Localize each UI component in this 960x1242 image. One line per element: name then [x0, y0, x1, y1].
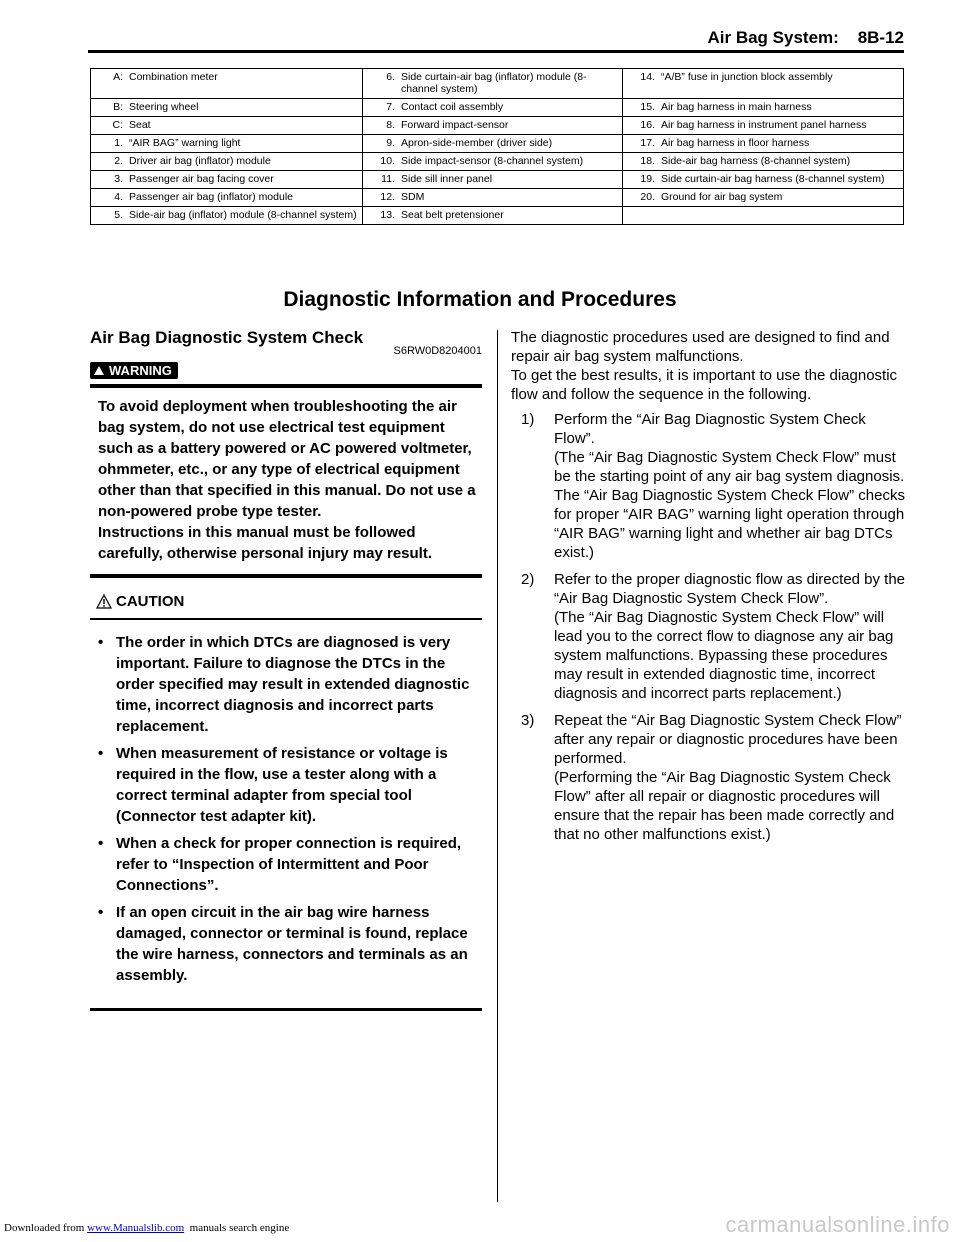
legend-key: 14. [640, 71, 655, 83]
bullet-icon: • [98, 745, 104, 762]
legend-key: 3. [114, 173, 123, 185]
legend-value: SDM [401, 191, 425, 203]
legend-table [90, 68, 904, 225]
footer-prefix: Downloaded from [4, 1222, 88, 1234]
legend-key: 19. [640, 173, 655, 185]
legend-row [91, 69, 904, 99]
legend-cell [91, 69, 363, 99]
procedure-step [511, 711, 906, 844]
step-text: Repeat the “Air Bag Diagnostic System Check Flow” after any repair or diagnostic procedures have been performed. (Performing the “Air Bag Diagnostic System Check Flow” after all repair or diagnostic procedures will ensure that the repair has been made correctly and that no other malfunctions exist.) [554, 712, 902, 843]
legend-key: 7. [386, 101, 395, 113]
step-number: 3) [521, 712, 535, 729]
legend-cell [363, 189, 623, 207]
legend-value: Steering wheel [129, 101, 199, 113]
legend-key: 8. [386, 119, 395, 131]
intro-paragraph-1: The diagnostic procedures used are designed to find and repair air bag system malfunctions. [511, 329, 890, 365]
legend-cell [623, 171, 904, 189]
legend-key: A: [113, 71, 123, 83]
legend-key: C: [112, 119, 123, 131]
legend-value: “A/B” fuse in junction block assembly [661, 71, 833, 83]
subsection-heading [90, 328, 482, 362]
legend-cell [363, 153, 623, 171]
legend-value: Seat belt pretensioner [401, 209, 504, 221]
procedure-step [511, 570, 906, 703]
procedure-step [511, 410, 906, 562]
legend-cell [363, 99, 623, 117]
caution-triangle-icon [96, 594, 112, 609]
caution-item [98, 743, 482, 827]
legend-cell [363, 135, 623, 153]
legend-key: 13. [380, 209, 395, 221]
warning-text: To avoid deployment when troubleshooting the air bag system, do not use electrical test equipment such as a battery powered or AC powered voltmeter, ohmmeter, etc., or any type of electrical equipment other than that specified in this manual. Do not use a non-powered probe type tester. Instructions in this manual must be followed carefully, otherwise personal injury may result. [98, 398, 476, 562]
section-title: Diagnostic Information and Procedures [283, 288, 677, 311]
warning-box [90, 362, 482, 578]
legend-cell [623, 117, 904, 135]
legend-key: 2. [114, 155, 123, 167]
legend-cell [623, 69, 904, 99]
subsection-title: Air Bag Diagnostic System Check [90, 328, 364, 347]
caution-item-text: When measurement of resistance or voltage is required in the flow, use a tester along with a correct terminal adapter from special tool (Connector test adapter kit). [116, 745, 448, 825]
legend-value: Side curtain-air bag (inflator) module (8-channel system) [401, 71, 587, 95]
legend-value: Side-air bag harness (8-channel system) [661, 155, 851, 167]
step-number: 2) [521, 571, 535, 588]
document-code: S6RW0D8204001 [393, 345, 482, 357]
legend-cell [623, 189, 904, 207]
legend-cell [363, 171, 623, 189]
legend-row [91, 171, 904, 189]
legend-key: 18. [640, 155, 655, 167]
page-header-title: Air Bag System: 8B-12 [707, 28, 904, 47]
caution-bottom-rule [90, 1008, 482, 1011]
legend-key: 20. [640, 191, 655, 203]
legend-key: 10. [380, 155, 395, 167]
legend-key: 17. [640, 137, 655, 149]
legend-value: Contact coil assembly [401, 101, 504, 113]
watermark: carmanualsonline.info [725, 1212, 950, 1237]
legend-cell [363, 69, 623, 99]
caution-item-text: The order in which DTCs are diagnosed is very important. Failure to diagnose the DTCs in the order specified may result in extended diagnostic time, incorrect diagnosis and incorrect parts replacement. [116, 634, 470, 735]
legend-row [91, 153, 904, 171]
legend-value: Air bag harness in floor harness [661, 137, 810, 149]
bullet-icon: • [98, 904, 104, 921]
caution-label: CAUTION [116, 592, 185, 610]
legend-cell [363, 117, 623, 135]
legend-key: 1. [114, 137, 123, 149]
legend-key: 11. [381, 173, 395, 185]
legend-value: Side impact-sensor (8-channel system) [401, 155, 584, 167]
legend-value: Forward impact-sensor [401, 119, 509, 131]
legend-cell [363, 207, 623, 225]
bullet-icon: • [98, 835, 104, 852]
right-column [511, 328, 906, 852]
legend-value: Seat [129, 119, 151, 131]
step-text: Perform the “Air Bag Diagnostic System Check Flow”. (The “Air Bag Diagnostic System Check Flow” must be the starting point of any air bag system diagnosis. The “Air Bag Diagnostic System Check Flow” checks for proper “AIR BAG” warning light operation through “AIR BAG” warning light and whether air bag DTCs exist.) [554, 411, 905, 561]
warning-label: WARNING [109, 363, 172, 378]
warning-triangle-icon [94, 366, 104, 375]
legend-value: “AIR BAG” warning light [129, 137, 241, 149]
caution-list [90, 620, 482, 1002]
column-divider [497, 330, 498, 1202]
legend-cell [91, 207, 363, 225]
legend-key: 4. [114, 191, 123, 203]
legend-cell [91, 117, 363, 135]
legend-row [91, 99, 904, 117]
legend-key: 6. [386, 71, 395, 83]
legend-cell [623, 207, 904, 225]
warning-bottom-rule [90, 574, 482, 578]
legend-value: Driver air bag (inflator) module [129, 155, 271, 167]
legend-value: Apron-side-member (driver side) [401, 137, 553, 149]
legend-key: B: [113, 101, 123, 113]
warning-badge [90, 362, 178, 379]
caution-heading [90, 590, 482, 612]
legend-key: 12. [380, 191, 395, 203]
legend-key: 5. [114, 209, 123, 221]
legend-value: Side-air bag (inflator) module (8-channel system) [129, 209, 357, 221]
legend-value: Side sill inner panel [401, 173, 493, 185]
legend-cell [91, 135, 363, 153]
legend-key: 15. [640, 101, 655, 113]
legend-key: 16. [640, 119, 655, 131]
footer [4, 1222, 289, 1234]
procedure-steps [511, 410, 906, 844]
legend-value: Passenger air bag (inflator) module [129, 191, 294, 203]
footer-link[interactable]: www.Manualslib.com [87, 1222, 185, 1234]
intro-paragraph-2: To get the best results, it is important to use the diagnostic flow and follow the sequence in the following. [511, 367, 898, 403]
legend-cell [91, 99, 363, 117]
legend-value: Ground for air bag system [661, 191, 783, 203]
caution-item [98, 632, 482, 737]
legend-value: Air bag harness in instrument panel harness [661, 119, 867, 131]
step-text: Refer to the proper diagnostic flow as directed by the “Air Bag Diagnostic System Check Flow”. (The “Air Bag Diagnostic System Check Flow” will lead you to the correct flow to diagnose any air bag system malfunctions. Bypassing these procedures may result in extended diagnostic time, incorrect diagnosis and incorrect parts replacement.) [554, 571, 906, 702]
step-number: 1) [521, 411, 535, 428]
legend-cell [623, 135, 904, 153]
legend-value: Combination meter [129, 71, 218, 83]
caution-box [90, 590, 482, 1011]
legend-row [91, 117, 904, 135]
header-rule [88, 50, 904, 53]
legend-cell [91, 171, 363, 189]
legend-row [91, 189, 904, 207]
legend-value: Side curtain-air bag harness (8-channel system) [661, 173, 885, 185]
legend-cell [91, 153, 363, 171]
legend-key: 9. [386, 137, 395, 149]
left-column [90, 328, 482, 1011]
legend-cell [623, 153, 904, 171]
legend-row [91, 135, 904, 153]
caution-item-text: If an open circuit in the air bag wire harness damaged, connector or terminal is found, replace the wire harness, connectors and terminals as an assembly. [116, 904, 468, 984]
bullet-icon: • [98, 634, 104, 651]
caution-item-text: When a check for proper connection is required, refer to “Inspection of Intermittent and Poor Connections”. [116, 835, 462, 894]
caution-item [98, 902, 482, 986]
footer-suffix: manuals search engine [184, 1222, 290, 1234]
legend-row [91, 207, 904, 225]
caution-item [98, 833, 482, 896]
legend-cell [623, 99, 904, 117]
legend-value: Passenger air bag facing cover [129, 173, 274, 185]
legend-cell [91, 189, 363, 207]
legend-value: Air bag harness in main harness [661, 101, 812, 113]
